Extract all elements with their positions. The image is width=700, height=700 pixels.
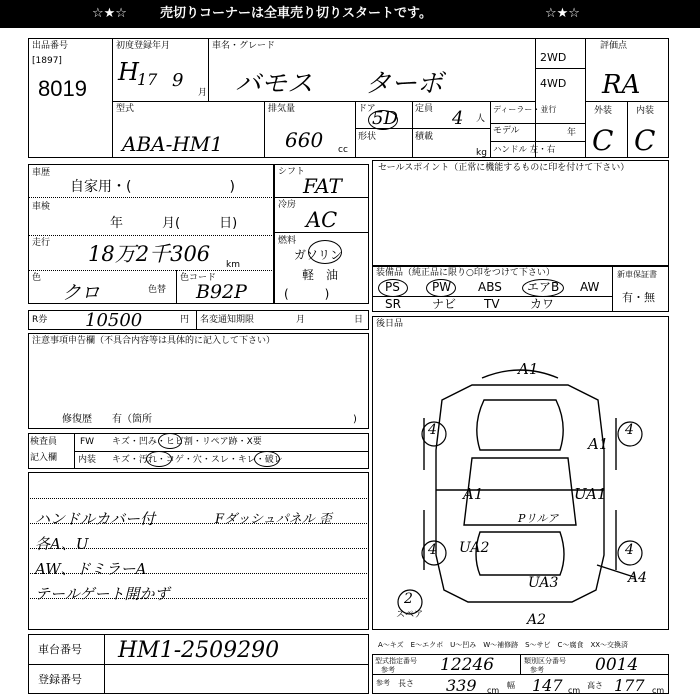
dmg-label-right: UA1 (574, 485, 607, 503)
dent-mark-circle (158, 433, 182, 449)
capacity-label: 定員 (415, 104, 434, 114)
capacity-unit: 人 (476, 114, 486, 124)
model-label: モデル (493, 126, 520, 136)
drive-2wd: 2WD (540, 51, 567, 64)
repair-close: ) (353, 414, 357, 425)
doors-label: ドア (358, 104, 376, 114)
lot-label: 出品番号 (32, 41, 69, 51)
tax-month-unit: 月 (296, 315, 306, 325)
inspector-row2-type: 内装 (78, 455, 97, 465)
equip-tv: TV (484, 297, 500, 311)
rating-label: 評価点 (600, 41, 628, 51)
tire-fl-value: 4 (428, 422, 437, 438)
comment-2: 各A、U (35, 535, 89, 553)
tire-rr-value: 4 (625, 542, 634, 558)
dealer-label: ディーラー・並行 (493, 105, 557, 114)
banner-text: 売切りコーナーは全車売り切りスタートです。 (160, 6, 432, 21)
windshield (477, 400, 563, 450)
dmg-label-left-rear: UA2 (459, 540, 490, 556)
comment-4: テールゲート開かず (35, 585, 170, 603)
sales-points-label: セールスポイント（正常に機能するものに印を付けて下さい） (378, 163, 630, 173)
first-reg-unit: 月 (198, 88, 208, 98)
color-value: クロ (62, 282, 101, 304)
dmg-label-left: A1 (463, 485, 484, 503)
width-value: 147 (532, 676, 563, 695)
length-value: 339 (446, 676, 477, 695)
height-label: 高さ (587, 681, 603, 690)
comment-right: Fダッシュパネル 歪 (215, 512, 332, 527)
first-reg-era: H (118, 58, 139, 86)
ac-value: AC (306, 208, 338, 232)
ps-circle (378, 279, 408, 297)
equip-kawa: カワ (530, 297, 555, 311)
ac-label: 冷房 (278, 200, 297, 210)
chassis-value: HM1-2509290 (118, 638, 280, 663)
pw-circle (426, 279, 456, 297)
color-code-label: 色コード (180, 273, 217, 283)
dmg-label-rear: UA3 (528, 575, 559, 591)
interior-label: 内装 (636, 106, 655, 116)
width-label: 幅 (507, 681, 515, 690)
equipment-label: 装備品（純正品に限り○印をつけて下さい） (376, 268, 555, 278)
inspection-value: 年 月( 日) (110, 216, 238, 231)
length-ref: 参考 (376, 679, 390, 687)
recycle-label: R券 (32, 315, 48, 325)
inspector-label1: 検査員 (30, 437, 58, 447)
banner-stars-right: ☆★☆ (545, 6, 580, 21)
spare-value: 2 (404, 591, 413, 607)
tax-day-unit: 日 (354, 315, 364, 325)
color-label: 色 (32, 273, 42, 283)
fuel-gasoline: ガソリン (294, 248, 343, 262)
equip-abs: ABS (478, 280, 502, 294)
mileage-label: 走行 (32, 238, 51, 248)
airbag-circle (522, 279, 564, 297)
shape-label: 形状 (358, 132, 377, 142)
type-label: 型式 (116, 104, 135, 114)
first-reg-year: 17 (137, 70, 158, 89)
inspection-label: 車検 (32, 202, 51, 212)
length-unit: cm (487, 686, 500, 695)
exterior-label: 外装 (594, 106, 613, 116)
damage-legend: A～キズ E～エクボ U～凹み W～補修跡 S～サビ C～腐食 XX～交換済 (378, 641, 629, 649)
type-designation-ref: 参考 (381, 666, 395, 674)
tax-label: 名変通知期限 (200, 315, 255, 325)
inspector-label2: 記入欄 (30, 453, 58, 463)
fuel-gasoline-circle (308, 240, 342, 264)
lot-bracket: [1897] (32, 56, 62, 66)
chassis-label: 車台番号 (38, 643, 82, 656)
type-designation-value: 12246 (440, 655, 495, 675)
drive-4wd: 4WD (540, 77, 567, 90)
sales-points-frame (372, 160, 669, 266)
interior-value: C (634, 124, 656, 157)
displacement-label: 排気量 (268, 104, 296, 114)
model-year-unit: 年 (567, 128, 577, 138)
warranty-value: 有・無 (622, 291, 655, 304)
after-label: 後日品 (376, 319, 404, 329)
rating-value: RA (602, 70, 641, 100)
category-value: 0014 (595, 655, 639, 675)
car-diagram (372, 340, 669, 630)
fuel-other: ( ) (284, 287, 330, 301)
width-unit: cm (568, 686, 581, 695)
name-value: バモス ターボ (235, 69, 444, 99)
repair-label: 修復歴 有（箇所 (62, 414, 152, 425)
recycle-unit: 円 (180, 315, 190, 325)
recycle-frame (28, 310, 369, 330)
equip-pw: PW (432, 280, 452, 294)
inspector-row1-items: キズ・凹み・ヒビ割・リペア跡・X要 (112, 437, 262, 447)
equip-navi: ナビ (432, 297, 457, 311)
usage-label: 車歴 (32, 168, 51, 178)
shift-label: シフト (278, 167, 306, 177)
equip-aw: AW (580, 280, 600, 294)
mileage-unit: km (226, 260, 240, 270)
category-label: 類別区分番号 (524, 657, 566, 665)
exterior-value: C (592, 124, 614, 157)
category-ref: 参考 (530, 666, 544, 674)
first-reg-month: 9 (172, 70, 184, 91)
banner (0, 0, 700, 28)
inspector-row1-type: FW (80, 437, 95, 447)
fuel-label: 燃料 (278, 236, 297, 246)
banner-stars-left: ☆★☆ (92, 6, 127, 21)
color-change-label: 色替 (148, 285, 167, 295)
comment-1: ハンドルカバー付 (35, 510, 156, 528)
equip-sr: SR (385, 297, 401, 311)
spare-label: スペア (396, 610, 424, 620)
type-designation-label: 型式指定番号 (375, 657, 417, 665)
mileage-value: 18万2千306 (88, 242, 211, 266)
type-value: ABA-HM1 (122, 132, 223, 156)
inspector-row2-items: キズ・汚れ・コゲ・穴・スレ・キレ・破レ (112, 455, 283, 465)
doors-value: 5D (372, 108, 398, 129)
shift-value: FAT (303, 174, 342, 198)
name-label: 車名・グレード (212, 41, 276, 51)
handle-label: ハンドル 左・右 (493, 145, 556, 155)
tire-fr-value: 4 (625, 422, 634, 438)
usage-value: 自家用・( ) (70, 179, 235, 195)
dirt-mark-circle (146, 451, 172, 467)
height-unit: cm (652, 686, 665, 695)
tire-rl-value: 4 (428, 542, 437, 558)
dmg-label-rear-bumper: A2 (527, 612, 547, 628)
fuel-diesel: 軽 油 (302, 268, 339, 282)
dmg-label-right-front: A1 (588, 435, 609, 453)
doors-circle (368, 110, 398, 130)
equip-ps: PS (385, 280, 400, 294)
height-value: 177 (614, 676, 645, 695)
capacity-value: 4 (452, 108, 464, 129)
equip-airbag: エアB (527, 280, 560, 294)
load-label: 積載 (415, 132, 434, 142)
warranty-label: 新車保証書 (617, 270, 657, 279)
notes-label: 注意事項申告欄（不具合内容等は具体的に記入して下さい） (32, 336, 276, 346)
scuff-mark-circle (254, 451, 280, 467)
displacement-unit: cc (338, 145, 348, 155)
color-code-value: B92P (196, 281, 247, 303)
recycle-value: 10500 (85, 310, 143, 331)
first-reg-label: 初度登録年月 (116, 41, 171, 51)
displacement-value: 660 (285, 128, 324, 152)
length-label: 長さ (398, 679, 414, 688)
dmg-label-a4: A4 (628, 570, 648, 586)
load-unit: kg (476, 148, 487, 158)
comment-3: AW、ドミラーA (35, 560, 147, 578)
dmg-label-front: A1 (518, 360, 539, 378)
dmg-label-panel: Pリルア (518, 512, 559, 525)
lot-number: 8019 (38, 76, 87, 101)
reg-label: 登録番号 (38, 673, 82, 686)
